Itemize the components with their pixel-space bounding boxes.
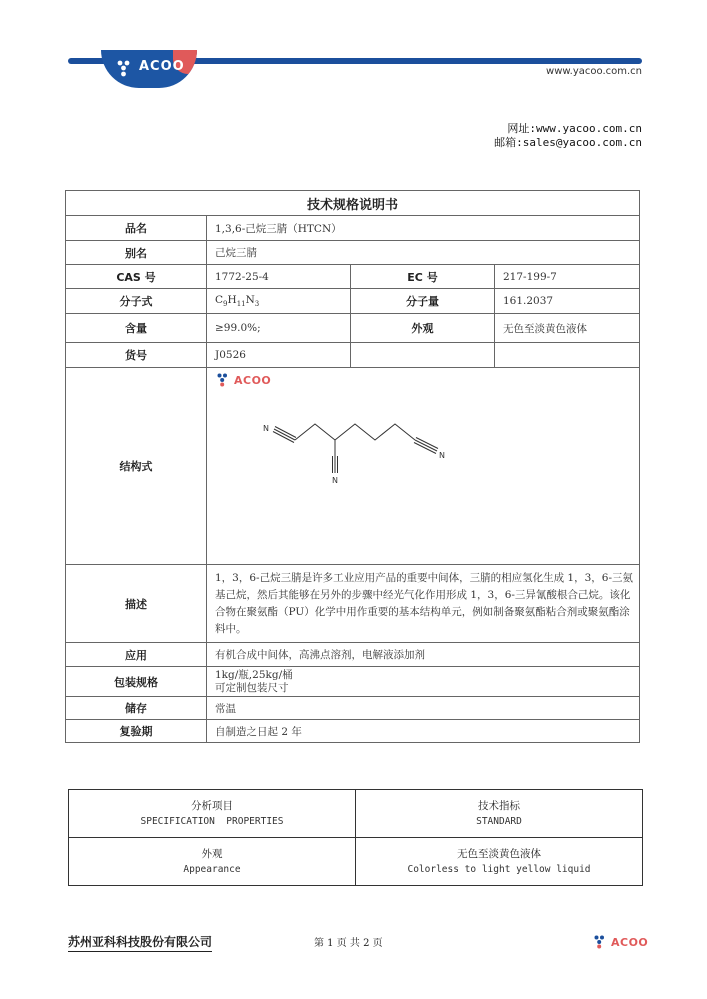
structural-formula-diagram — [257, 418, 477, 508]
label-storage: 储存 — [66, 697, 207, 720]
col-header-standard — [356, 790, 643, 838]
carbon-chain — [295, 424, 415, 440]
value-product-name: 1,3,6-己烷三腈（HTCN） — [207, 216, 640, 241]
structure-cell — [207, 368, 640, 565]
value-alias: 己烷三腈 — [207, 241, 640, 265]
row-content-appearance — [66, 314, 640, 343]
yacoo-logo-icon — [117, 60, 139, 78]
row-formula — [66, 289, 640, 314]
value-cas: 1772-25-4 — [207, 265, 351, 289]
bond — [415, 440, 437, 451]
value-formula: $C_9H_{11}N_3$ — [207, 289, 351, 314]
label-product-name: 品名 — [66, 216, 207, 241]
label-packaging: 包装规格 — [66, 667, 207, 697]
label-mol-weight: 分子量 — [351, 289, 495, 314]
row-structure — [66, 368, 640, 565]
value-ec: 217-199-7 — [495, 265, 640, 289]
footer-logo-text: ACOO — [611, 935, 649, 949]
value-item-no: J0526 — [207, 343, 351, 368]
value-description: 1，3，6-己烷三腈是许多工业应用产品的重要中间体，三腈的相应氢化生成 1，3，6-三氨基己烷，然后其能够在另外的步骤中经光气化作用形成 1，3，6-三异氰酸根合己烷。该化合物在聚氨酯（PU）化学中用作重要的基本结构单元，例如制备聚氨酯粘合剂或聚氨酯涂料中。 — [207, 565, 640, 643]
structure-logo-text: ACOO — [234, 373, 272, 387]
analysis-header-row — [69, 790, 643, 838]
structure-logo — [217, 373, 271, 387]
label-structure: 结构式 — [66, 368, 207, 565]
row-cas-ec — [66, 265, 640, 289]
empty-cell — [495, 343, 640, 368]
row-application — [66, 643, 640, 667]
analysis-standard-cell — [356, 838, 643, 886]
value-content: ≥99.0%; — [207, 314, 351, 343]
col-header-standard-zh: 技术指标 — [478, 799, 520, 812]
row-storage — [66, 697, 640, 720]
value-packaging — [207, 667, 640, 697]
row-product-name — [66, 216, 640, 241]
site-url[interactable]: www.yacoo.com.cn — [546, 66, 642, 77]
value-appearance: 无色至淡黄色液体 — [495, 314, 640, 343]
row-packaging — [66, 667, 640, 697]
label-alias: 别名 — [66, 241, 207, 265]
spec-table — [65, 190, 640, 743]
contact-info — [494, 122, 642, 150]
label-ec: EC 号 — [351, 265, 495, 289]
col-header-standard-en: STANDARD — [476, 815, 522, 827]
packaging-line-1: 1kg/瓶,25kg/桶 — [215, 668, 293, 681]
bond — [414, 443, 436, 454]
yacoo-logo-icon — [217, 373, 231, 387]
page-number: 第 1 页 共 2 页 — [314, 938, 383, 949]
atom-n-bottom: N — [332, 476, 338, 485]
yacoo-logo-icon — [594, 935, 608, 949]
packaging-line-2: 可定制包装尺寸 — [215, 681, 289, 694]
label-content: 含量 — [66, 314, 207, 343]
analysis-standard-en: Colorless to light yellow liquid — [407, 863, 591, 875]
value-application: 有机合成中间体，高沸点溶剂，电解液添加剂 — [207, 643, 640, 667]
label-item-no: 货号 — [66, 343, 207, 368]
bond — [275, 427, 296, 438]
label-description: 描述 — [66, 565, 207, 643]
footer-logo — [594, 935, 648, 949]
value-storage: 常温 — [207, 697, 640, 720]
label-formula: 分子式 — [66, 289, 207, 314]
bond — [274, 429, 295, 440]
analysis-table — [68, 789, 643, 886]
row-description — [66, 565, 640, 643]
label-application: 应用 — [66, 643, 207, 667]
table-row — [69, 838, 643, 886]
analysis-item-cell — [69, 838, 356, 886]
label-retest: 复验期 — [66, 720, 207, 743]
row-alias — [66, 241, 640, 265]
analysis-item-zh: 外观 — [201, 847, 223, 860]
analysis-standard-zh: 无色至淡黄色液体 — [457, 847, 541, 860]
spec-title: 技术规格说明书 — [66, 191, 640, 216]
analysis-item-en: Appearance — [183, 863, 241, 875]
bond — [416, 438, 438, 449]
header-logo — [101, 50, 197, 88]
value-retest: 自制造之日起 2 年 — [207, 720, 640, 743]
row-item-no — [66, 343, 640, 368]
col-header-spec-en: SPECIFICATION PROPERTIES — [140, 815, 284, 827]
empty-cell — [351, 343, 495, 368]
col-header-spec-zh: 分析项目 — [191, 799, 233, 812]
email-line[interactable]: 邮箱:sales@yacoo.com.cn — [494, 136, 642, 149]
label-cas: CAS 号 — [66, 265, 207, 289]
atom-n-right: N — [439, 451, 445, 460]
value-mol-weight: 161.2037 — [495, 289, 640, 314]
col-header-spec — [69, 790, 356, 838]
company-name: 苏州亚科科技股份有限公司 — [68, 933, 212, 952]
row-retest — [66, 720, 640, 743]
header-logo-text: ACOO — [139, 59, 185, 74]
bond — [273, 432, 294, 443]
atom-n-left: N — [263, 424, 269, 433]
label-appearance: 外观 — [351, 314, 495, 343]
website-line[interactable]: 网址:www.yacoo.com.cn — [507, 122, 642, 135]
